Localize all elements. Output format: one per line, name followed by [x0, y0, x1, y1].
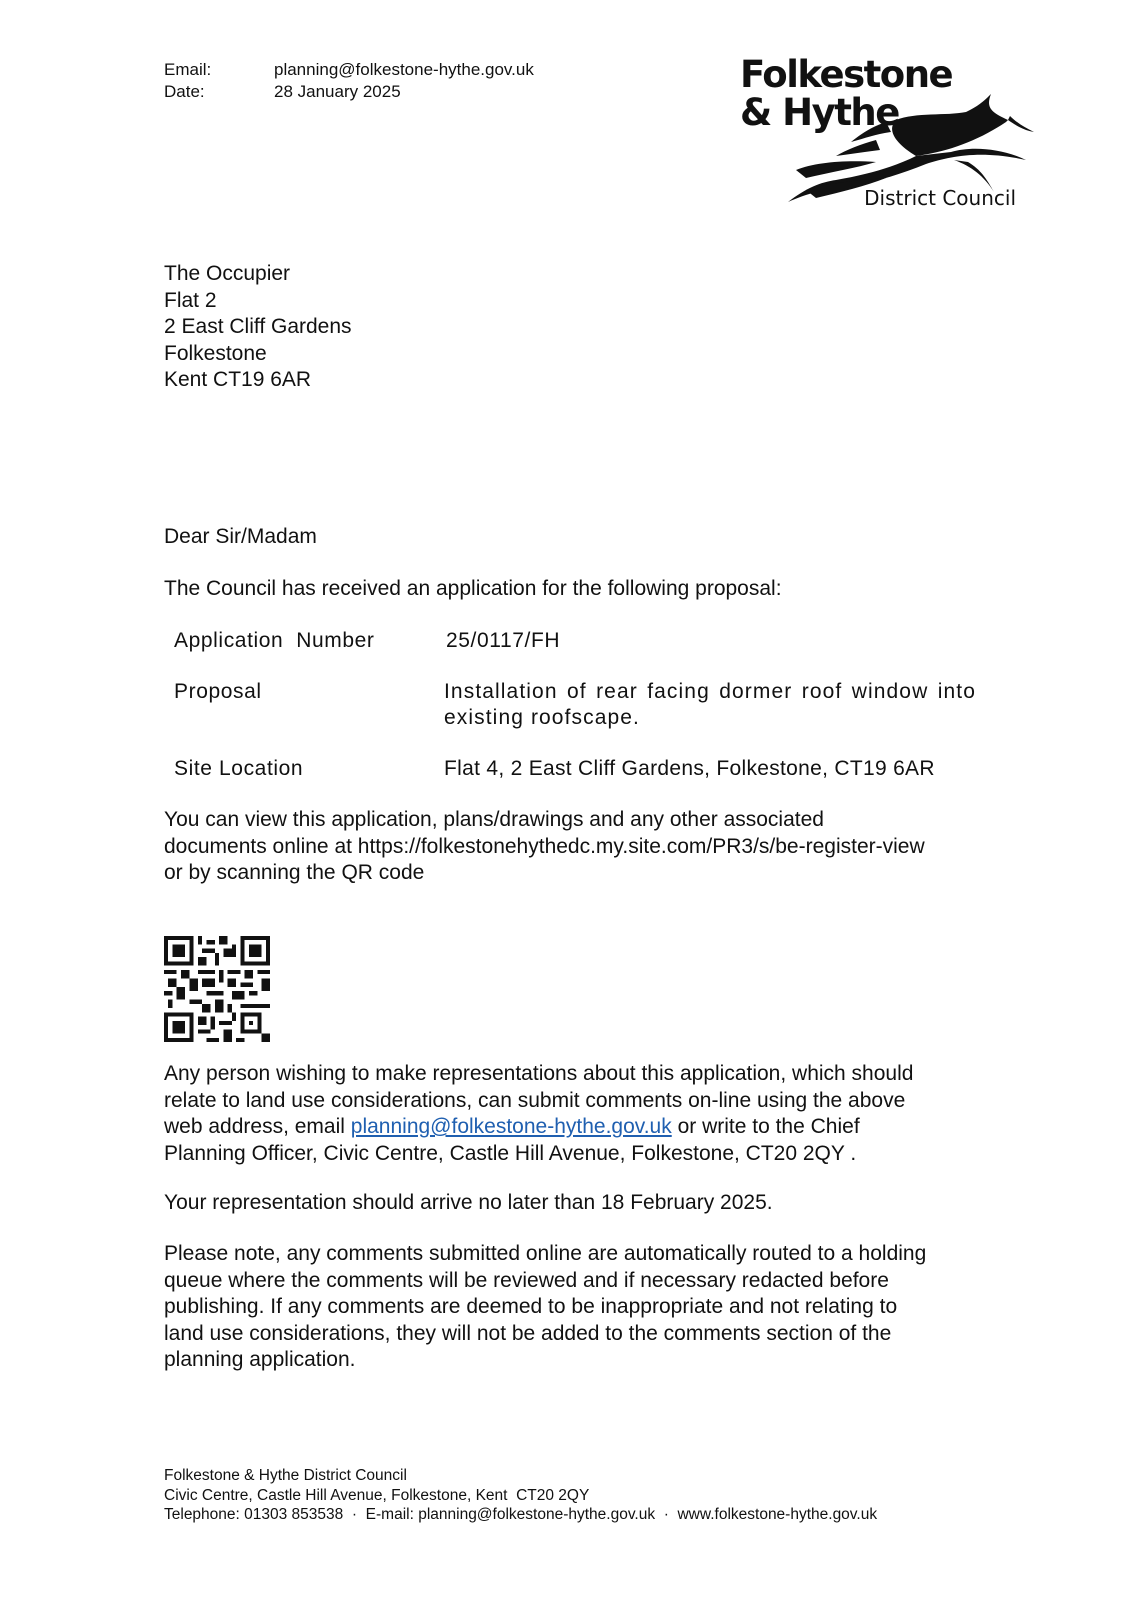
- representations-text: web address, email: [164, 1115, 351, 1138]
- note-line: land use considerations, they will not be added to the comments section of the: [164, 1321, 892, 1345]
- note-paragraph: [164, 1241, 926, 1374]
- date-value: 28 January 2025: [274, 82, 401, 101]
- detail-row-application: [174, 628, 561, 654]
- view-paragraph: [164, 807, 925, 887]
- planning-email-link[interactable]: planning@folkestone-hythe.gov.uk: [350, 1115, 672, 1138]
- intro-text: The Council has received an application for the following proposal:: [164, 577, 782, 600]
- view-line: documents online at https://folkestonehythedc.my.site.com/PR3/s/be-register-view: [164, 834, 925, 858]
- proposal-value: Installation of rear facing dormer roof window into existing roofscape.: [444, 680, 976, 729]
- recipient-address: [164, 261, 352, 394]
- proposal-label: Proposal: [174, 680, 262, 703]
- view-line: You can view this application, plans/drawings and any other associated: [164, 808, 824, 831]
- salutation: Dear Sir/Madam: [164, 525, 317, 548]
- logo-line-1: Folkestone: [740, 53, 953, 96]
- deadline-text: Your representation should arrive no later than 18 February 2025.: [164, 1191, 773, 1214]
- detail-row-proposal: [174, 679, 976, 729]
- note-line: queue where the comments will be reviewed and if necessary redacted before: [164, 1268, 889, 1292]
- site-location-label: Site Location: [174, 757, 304, 780]
- representations-line: Any person wishing to make representations about this application, which should: [164, 1062, 914, 1085]
- footer-line: Folkestone & Hythe District Council: [164, 1467, 407, 1484]
- letter-header: [164, 59, 534, 103]
- qr-code-icon[interactable]: [164, 936, 270, 1042]
- address-line: The Occupier: [164, 262, 291, 285]
- email-value: planning@folkestone-hythe.gov.uk: [274, 60, 534, 79]
- detail-row-site: [174, 756, 935, 782]
- representations-line: Planning Officer, Civic Centre, Castle Hill Avenue, Folkestone, CT20 2QY .: [164, 1141, 857, 1165]
- representations-text: or write to the Chief: [671, 1115, 860, 1138]
- site-location-value: Flat 4, 2 East Cliff Gardens, Folkestone, CT19 6AR: [444, 757, 935, 780]
- email-line: [164, 59, 534, 81]
- date-line: [164, 81, 534, 103]
- address-line: 2 East Cliff Gardens: [164, 315, 352, 338]
- note-line: Please note, any comments submitted online are automatically routed to a holding: [164, 1242, 927, 1265]
- footer-line: Civic Centre, Castle Hill Avenue, Folkestone, Kent CT20 2QY: [164, 1486, 590, 1504]
- address-line: Folkestone: [164, 341, 267, 365]
- note-line: planning application.: [164, 1348, 356, 1371]
- note-line: publishing. If any comments are deemed to be inappropriate and not relating to: [164, 1295, 898, 1318]
- representations-paragraph: [164, 1061, 913, 1167]
- date-label: Date:: [164, 82, 205, 101]
- application-number-label: Application Number: [174, 629, 375, 652]
- email-label: Email:: [164, 60, 212, 79]
- address-line: Kent CT19 6AR: [164, 368, 312, 391]
- view-line: or by scanning the QR code: [164, 861, 425, 884]
- logo-subtitle: District Council: [864, 186, 1016, 210]
- logo-line-2: & Hythe: [740, 91, 899, 134]
- application-number-value: 25/0117/FH: [446, 629, 561, 652]
- representations-line: [164, 1114, 913, 1141]
- letter-footer: [164, 1466, 877, 1525]
- address-line: Flat 2: [164, 288, 217, 312]
- representations-line: relate to land use considerations, can submit comments on-line using the above: [164, 1088, 906, 1112]
- footer-line: Telephone: 01303 853538 · E-mail: planning@folkestone-hythe.gov.uk · www.folkestone-hythe.gov.uk: [164, 1506, 878, 1523]
- council-logo: [736, 52, 1036, 222]
